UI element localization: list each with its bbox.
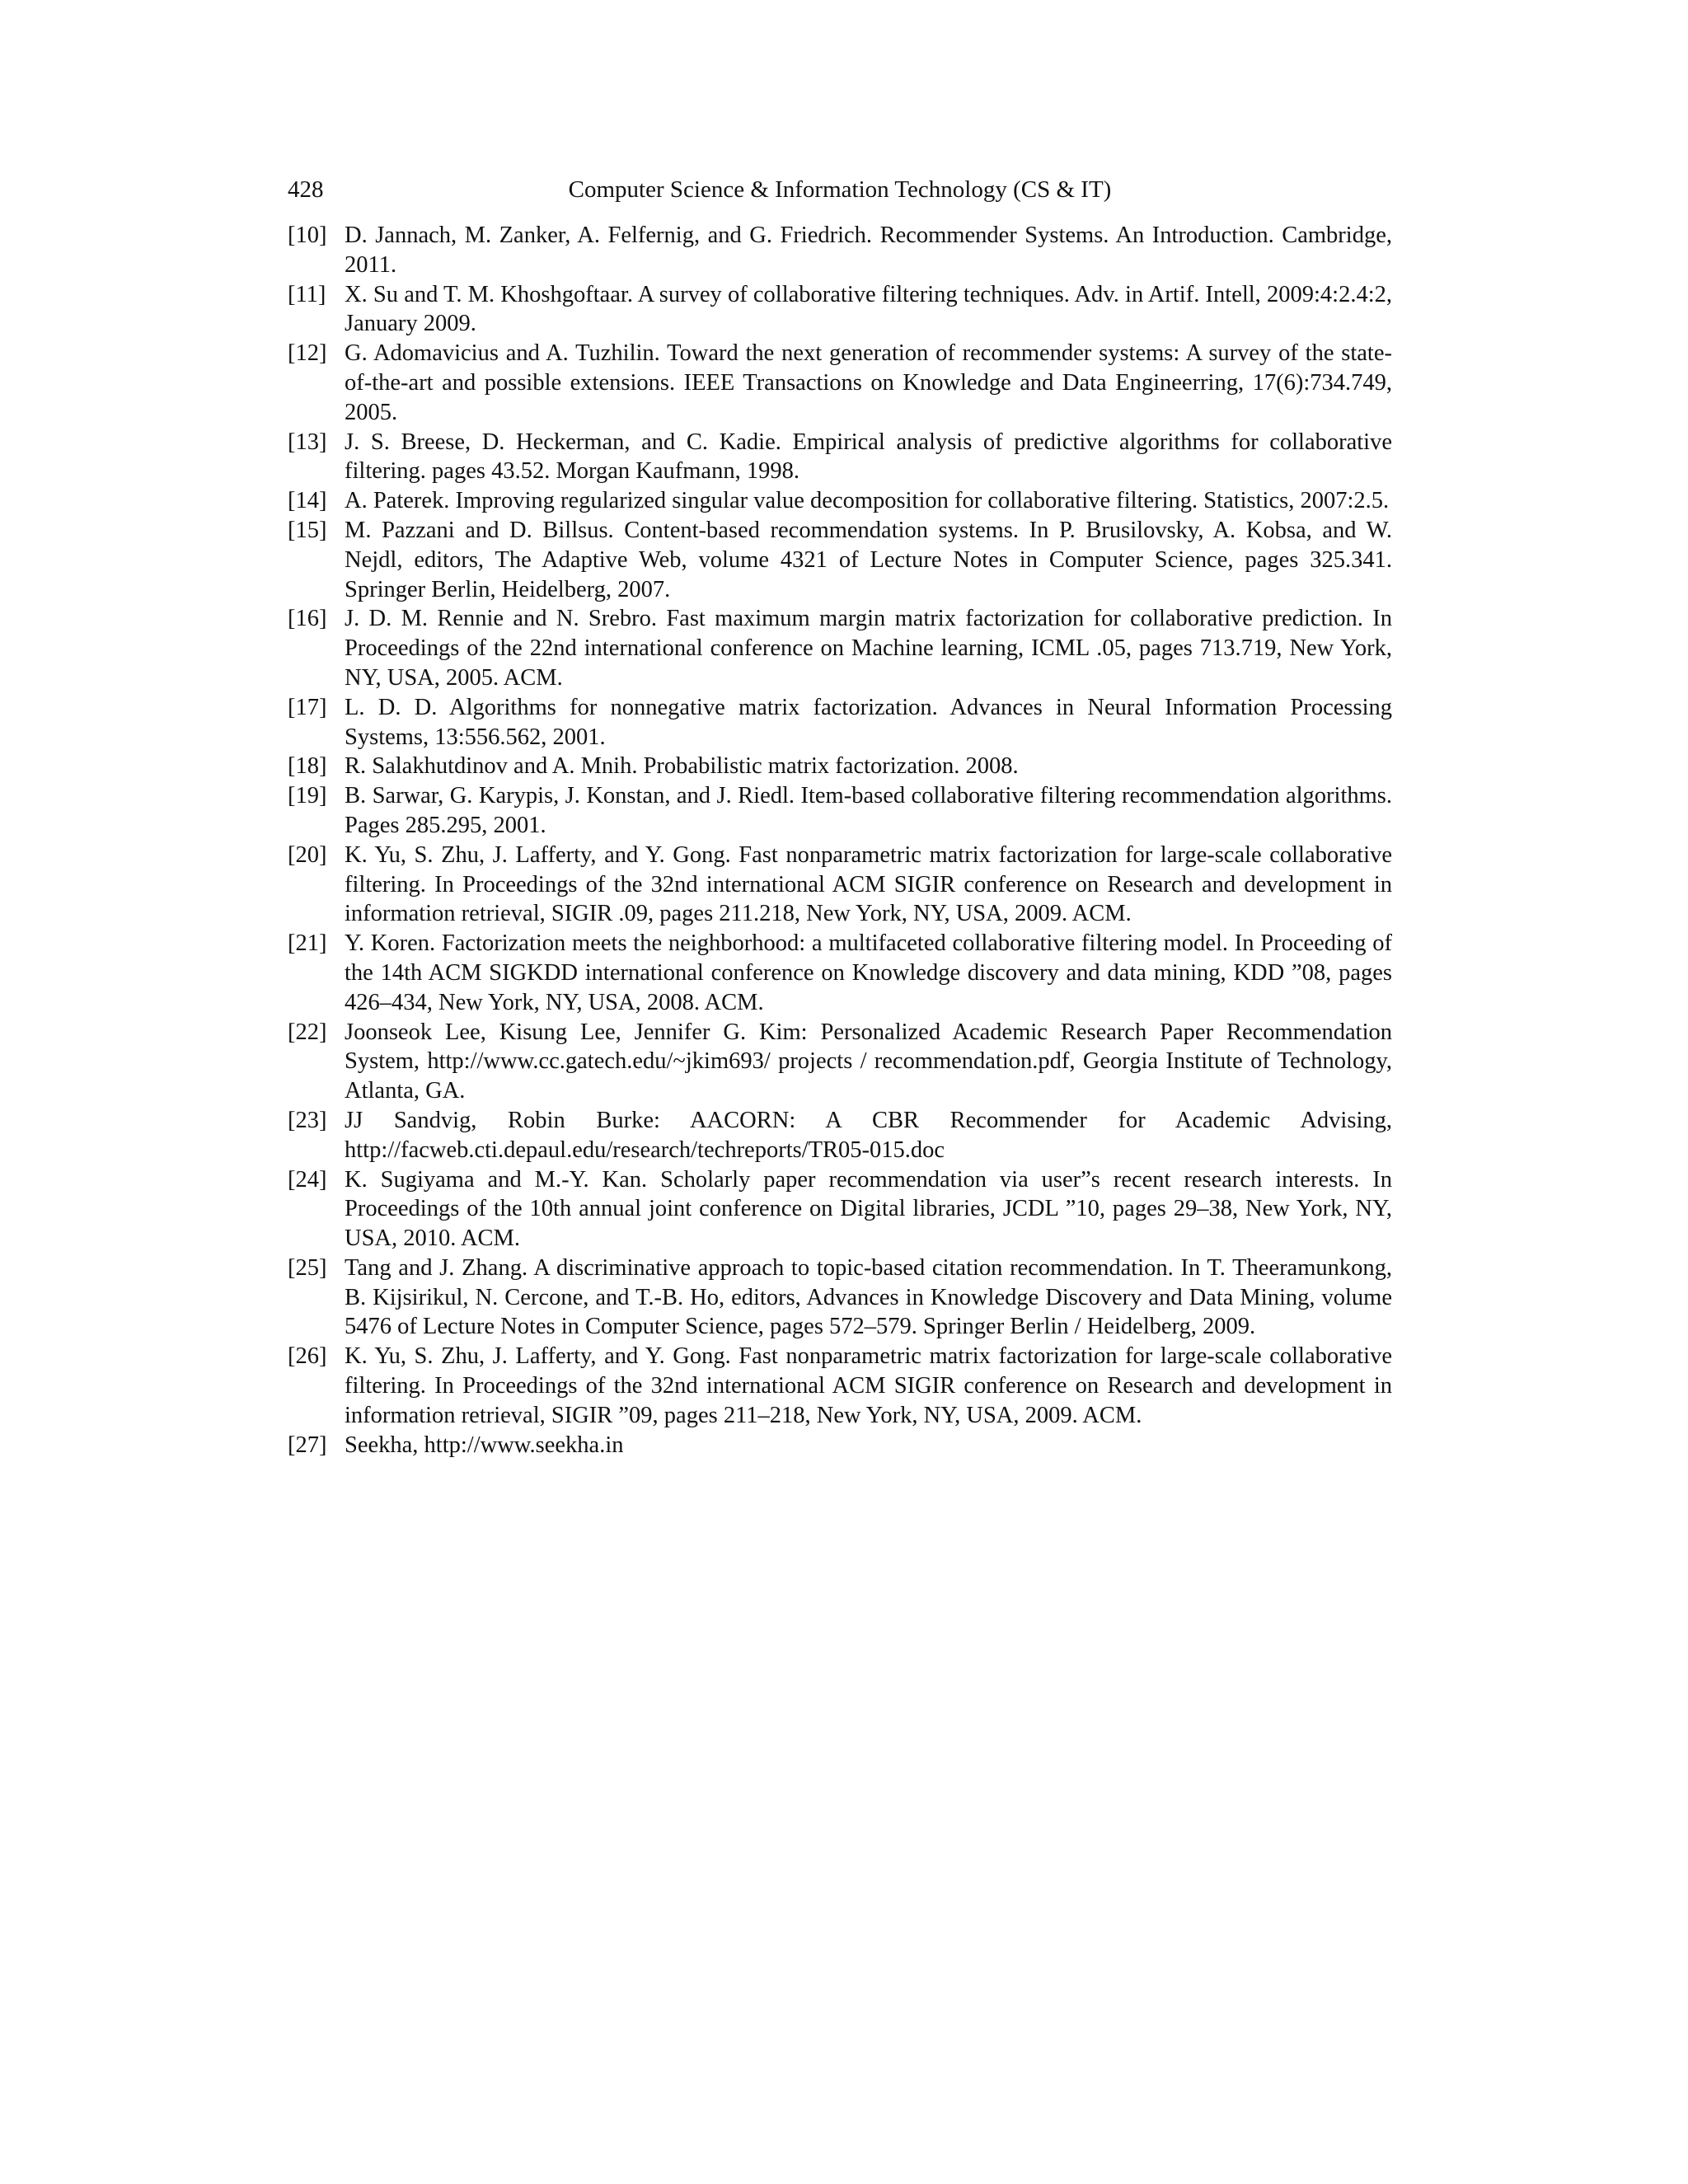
reference-number: [26] (288, 1343, 327, 1370)
reference-item (288, 752, 1392, 781)
reference-text: Tang and J. Zhang. A discriminative approach to topic-based citation recommendation. In T. Theeramunkong, B. Kijsirikul, N. Cercone, and T.-B. Ho, editors, Advances in Knowledge Discovery and Data Mining, volume 5476 of Lecture Notes in Computer Science, pages 572–579. Springer Berlin / Heidelberg, 2009. (345, 1254, 1392, 1340)
reference-text: R. Salakhutdinov and A. Mnih. Probabilistic matrix factorization. 2008. (345, 753, 1019, 780)
reference-text: B. Sarwar, G. Karypis, J. Konstan, and J. Riedl. Item-based collaborative filtering recommendation algorithms. Pages 285.295, 2001. (345, 783, 1392, 838)
reference-item (288, 339, 1392, 427)
reference-number: [14] (288, 488, 327, 514)
reference-item (288, 280, 1392, 340)
reference-number: [10] (288, 223, 327, 248)
reference-number: [27] (288, 1432, 327, 1458)
reference-number: [16] (288, 606, 327, 632)
reference-number: [15] (288, 517, 327, 543)
reference-item (288, 1431, 1392, 1460)
reference-item (288, 1018, 1392, 1106)
reference-number: [24] (288, 1166, 327, 1193)
reference-number: [23] (288, 1107, 327, 1133)
reference-text: A. Paterek. Improving regularized singular value decomposition for collaborative filtering. Statistics, 2007:2.5. (345, 488, 1390, 514)
reference-item (288, 1254, 1392, 1342)
reference-number: [20] (288, 841, 327, 868)
reference-number: [19] (288, 783, 327, 809)
reference-list (288, 221, 1392, 1460)
page-header (288, 173, 1392, 206)
reference-number: [18] (288, 753, 327, 780)
reference-number: [13] (288, 429, 327, 455)
reference-item (288, 1106, 1392, 1165)
reference-text: K. Yu, S. Zhu, J. Lafferty, and Y. Gong. Fast nonparametric matrix factorization for large-scale collaborative filtering. In Proceedings of the 32nd international ACM SIGIR conference on Research and development in information retrieval, SIGIR ”09, pages 211–218, New York, NY, USA, 2009. ACM. (345, 1343, 1392, 1428)
reference-item (288, 486, 1392, 516)
reference-text: G. Adomavicius and A. Tuzhilin. Toward the next generation of recommender systems: A survey of the state-of-the-art and possible extensions. IEEE Transactions on Knowledge and Data Engineerring, 17(6):734.749, 2005. (345, 340, 1392, 425)
reference-number: [17] (288, 694, 327, 720)
reference-text: Seekha, http://www.seekha.in (345, 1432, 624, 1458)
reference-text: J. D. M. Rennie and N. Srebro. Fast maximum margin matrix factorization for collaborative prediction. In Proceedings of the 22nd international conference on Machine learning, ICML .05, pages 713.719, New York, NY, USA, 2005. ACM. (345, 606, 1392, 691)
reference-item (288, 516, 1392, 604)
reference-text: J. S. Breese, D. Heckerman, and C. Kadie. Empirical analysis of predictive algorithms for collaborative filtering. pages 43.52. Morgan Kaufmann, 1998. (345, 429, 1392, 485)
running-title: Computer Science & Information Technology (CS & IT) (568, 176, 1112, 203)
reference-text: M. Pazzani and D. Billsus. Content-based recommendation systems. In P. Brusilovsky, A. Kobsa, and W. Nejdl, editors, The Adaptive Web, volume 4321 of Lecture Notes in Computer Science, pages 325.341. Springer Berlin, Heidelberg, 2007. (345, 517, 1392, 602)
reference-item (288, 841, 1392, 929)
reference-text: K. Sugiyama and M.-Y. Kan. Scholarly paper recommendation via user”s recent research interests. In Proceedings of the 10th annual joint conference on Digital libraries, JCDL ”10, pages 29–38, New York, NY, USA, 2010. ACM. (345, 1166, 1392, 1252)
reference-text: D. Jannach, M. Zanker, A. Felfernig, and G. Friedrich. Recommender Systems. An Introduction. Cambridge, 2011. (345, 223, 1392, 278)
reference-item (288, 604, 1392, 692)
reference-number: [21] (288, 930, 327, 957)
reference-item (288, 1342, 1392, 1430)
reference-item (288, 929, 1392, 1017)
reference-item (288, 781, 1392, 841)
reference-number: [22] (288, 1019, 327, 1045)
reference-text: Joonseok Lee, Kisung Lee, Jennifer G. Kim: Personalized Academic Research Paper Recommendation System, http://www.cc.gatech.edu/~jkim693/ projects / recommendation.pdf, Georgia Institute of Technology, Atlanta, GA. (345, 1019, 1392, 1104)
reference-item (288, 693, 1392, 752)
page-number: 428 (288, 176, 324, 203)
reference-item (288, 221, 1392, 280)
reference-text: JJ Sandvig, Robin Burke: AACORN: A CBR Recommender for Academic Advising, http://facweb.cti.depaul.edu/research/techreports/TR05-015.doc (345, 1107, 1392, 1163)
reference-text: K. Yu, S. Zhu, J. Lafferty, and Y. Gong. Fast nonparametric matrix factorization for large-scale collaborative filtering. In Proceedings of the 32nd international ACM SIGIR conference on Research and development in information retrieval, SIGIR .09, pages 211.218, New York, NY, USA, 2009. ACM. (345, 841, 1392, 927)
reference-number: [11] (288, 281, 326, 307)
reference-item (288, 1165, 1392, 1254)
reference-number: [12] (288, 340, 327, 367)
reference-text: X. Su and T. M. Khoshgoftaar. A survey of collaborative filtering techniques. Adv. in Artif. Intell, 2009:4:2.4:2, January 2009. (345, 281, 1392, 337)
reference-number: [25] (288, 1254, 327, 1281)
reference-text: L. D. D. Algorithms for nonnegative matrix factorization. Advances in Neural Information Processing Systems, 13:556.562, 2001. (345, 694, 1392, 750)
reference-item (288, 428, 1392, 487)
reference-text: Y. Koren. Factorization meets the neighborhood: a multifaceted collaborative filtering model. In Proceeding of the 14th ACM SIGKDD international conference on Knowledge discovery and data mining, KDD ”08, pages 426–434, New York, NY, USA, 2008. ACM. (345, 930, 1392, 1015)
